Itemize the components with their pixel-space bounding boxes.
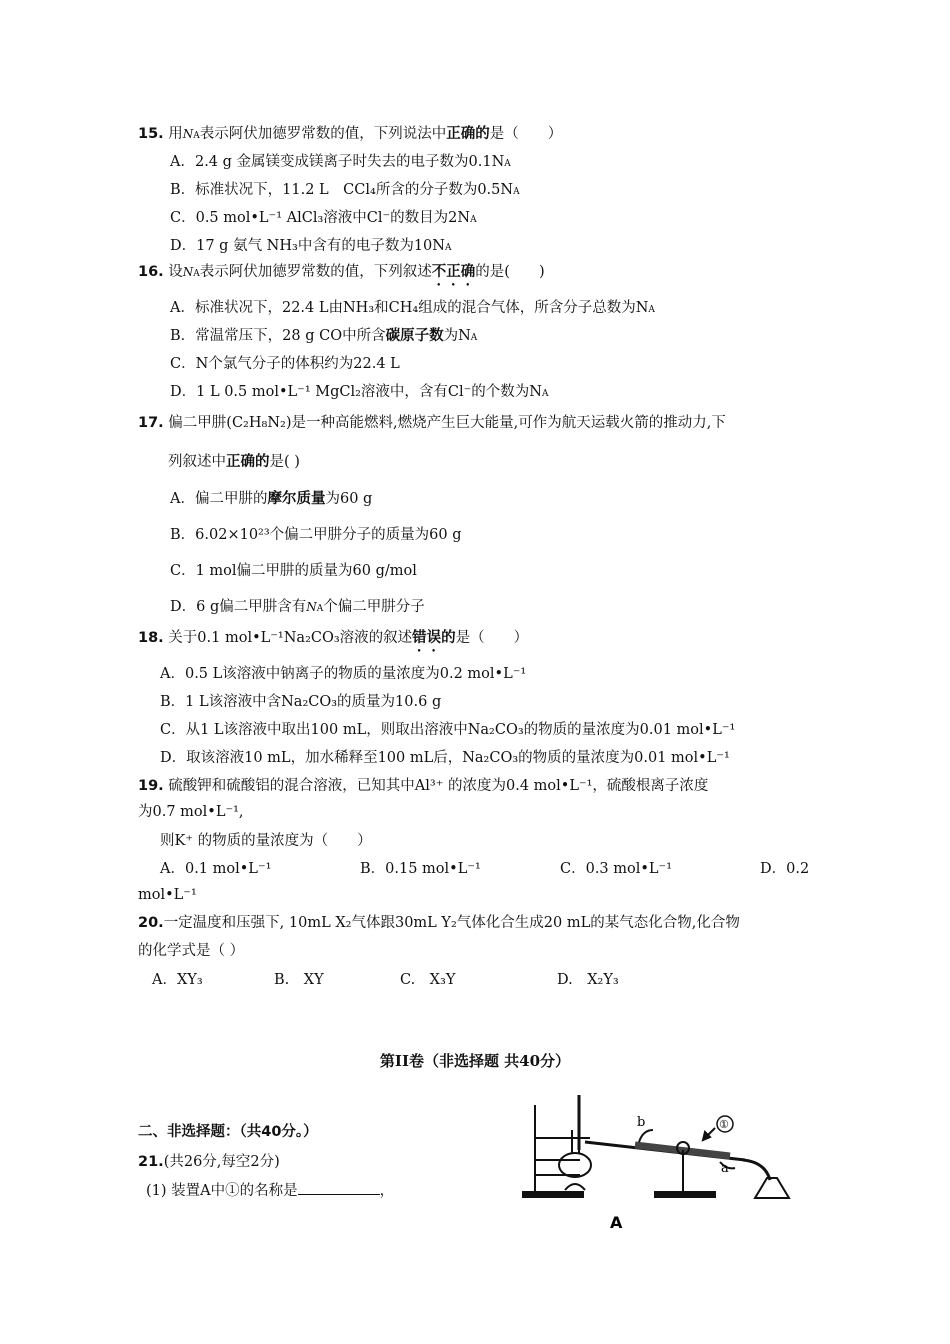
option-d: D．6 g偏二甲肼含有NA个偏二甲肼分子: [170, 599, 425, 615]
stem-text: 的是( ): [475, 264, 545, 280]
question-number: 17.: [138, 415, 164, 431]
question-18-stem: [138, 628, 528, 655]
option-a: A．0.1 mol•L⁻¹: [160, 861, 272, 877]
option-d: D. X₂Y₃: [557, 972, 619, 988]
stem-text: (共26分,每空2分): [163, 1154, 280, 1170]
figure-label-b: b: [637, 1115, 646, 1130]
na-subscript: A: [193, 131, 200, 141]
question-17-stem-line2: 列叙述中正确的是( ): [168, 453, 300, 470]
stem-text: 表示阿伏加德罗常数的值，下列说法中: [199, 126, 447, 142]
na-symbol: N: [182, 127, 194, 141]
stem-emphasis: 正确的: [446, 125, 490, 142]
question-21-stem: [138, 1152, 280, 1172]
answer-blank[interactable]: [298, 1180, 380, 1195]
question-19-stem-line2: 为0.7 mol•L⁻¹,: [138, 804, 244, 820]
stem-emphasis: 不正确: [431, 263, 476, 280]
question-17-stem: [138, 413, 726, 433]
section-heading: 二、非选择题：（共40分。）: [138, 1124, 318, 1140]
option-c: C．N个氯气分子的体积约为22.4 L: [170, 356, 400, 372]
question-number: 15.: [138, 126, 164, 142]
question-21-sub1: (1) 装置A中①的名称是 ，: [146, 1180, 394, 1201]
option-a: A．XY₃: [152, 972, 203, 988]
option-b: B. XY: [274, 972, 324, 988]
stem-emphasis: 错误: [412, 629, 442, 646]
question-number: 21.: [138, 1154, 164, 1170]
option-c: C．0.3 mol•L⁻¹: [560, 861, 673, 877]
option-c: C．0.5 mol•L⁻¹ AlCl₃溶液中Cl⁻的数目为2NA: [170, 210, 477, 226]
na-symbol: N: [182, 265, 194, 279]
option-c: C．从1 L该溶液中取出100 mL，则取出溶液中Na₂CO₃的物质的量浓度为0.01 mol•L⁻¹: [160, 722, 736, 738]
option-a: A．2.4 g 金属镁变成镁离子时失去的电子数为0.1NA: [170, 154, 511, 170]
stem-text: 硫酸钾和硫酸铝的混合溶液，已知其中Al³⁺ 的浓度为0.4 mol•L⁻¹，硫酸根离子浓度: [168, 778, 709, 794]
figure-caption: A: [610, 1213, 623, 1232]
section-title: 第II卷（非选择题 共40分）: [379, 1052, 571, 1070]
figure-label-circle: ①: [719, 1118, 729, 1131]
stem-emphasis: 的: [441, 629, 456, 646]
stem-text: 表示阿伏加德罗常数的值，下列叙述: [199, 264, 432, 280]
question-number: 16.: [138, 264, 164, 280]
option-a: A．偏二甲肼的摩尔质量为60 g: [170, 490, 373, 507]
question-number: 20.: [138, 915, 164, 931]
option-d: D．17 g 氨气 NH₃中含有的电子数为10NA: [170, 238, 452, 254]
option-d-continued: mol•L⁻¹: [138, 887, 197, 903]
option-a: A．0.5 L该溶液中钠离子的物质的量浓度为0.2 mol•L⁻¹: [160, 666, 527, 682]
figure-label-a: a: [721, 1161, 729, 1176]
option-d: D．取该溶液10 mL，加水稀释至100 mL后，Na₂CO₃的物质的量浓度为0.01 mol•L⁻¹: [160, 750, 730, 766]
distillation-apparatus-figure: [515, 1090, 815, 1235]
option-b: B．常温常压下，28 g CO中所含碳原子数为NA: [170, 327, 478, 344]
option-c: C．1 mol偏二甲肼的质量为60 g/mol: [170, 563, 417, 579]
question-15-stem: [138, 124, 562, 146]
na-subscript: A: [193, 269, 200, 279]
stem-text: 是（ ）: [489, 126, 563, 142]
option-b: B．0.15 mol•L⁻¹: [360, 861, 481, 877]
option-c: C. X₃Y: [400, 972, 456, 988]
stem-text: 是（ ）: [455, 630, 529, 646]
option-b: B．6.02×10²³个偏二甲肼分子的质量为60 g: [170, 527, 462, 543]
question-19-stem: [138, 776, 708, 796]
option-b: B．1 L该溶液中含Na₂CO₃的质量为10.6 g: [160, 694, 442, 710]
stem-text: 用: [168, 126, 183, 142]
option-d: D．1 L 0.5 mol•L⁻¹ MgCl₂溶液中，含有Cl⁻的个数为NA: [170, 384, 549, 400]
option-a: A．标准状况下，22.4 L由NH₃和CH₄组成的混合气体，所含分子总数为NA: [170, 300, 655, 316]
question-16-stem: [138, 262, 545, 289]
stem-text: 偏二甲肼(C₂H₈N₂)是一种高能燃料,燃烧产生巨大能量,可作为航天运载火箭的推动力,下: [168, 415, 726, 431]
question-19-stem-line3: 则K⁺ 的物质的量浓度为（ ）: [160, 833, 372, 849]
question-number: 18.: [138, 630, 164, 646]
stem-text: 关于0.1 mol•L⁻¹Na₂CO₃溶液的叙述: [168, 630, 413, 646]
question-20-stem-line2: 的化学式是（ ）: [138, 943, 245, 959]
question-20-stem: [138, 913, 740, 933]
option-b: B．标准状况下，11.2 L CCl₄所含的分子数为0.5NA: [170, 182, 520, 198]
stem-text: 一定温度和压强下, 10mL X₂气体跟30mL Y₂气体化合生成20 mL的某气态化合物,化合物: [163, 915, 740, 931]
stem-text: 设: [168, 264, 183, 280]
option-d: D．0.2: [760, 861, 810, 877]
question-number: 19.: [138, 778, 164, 794]
